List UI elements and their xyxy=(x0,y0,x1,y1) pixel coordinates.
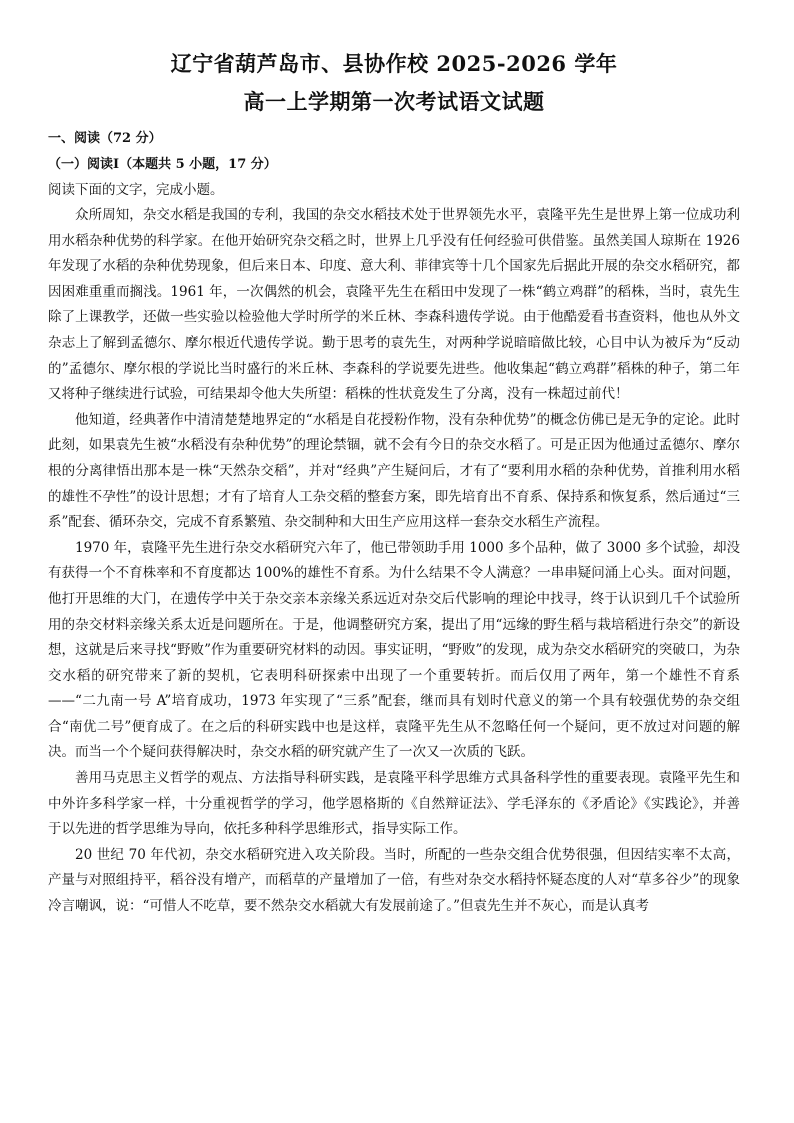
section-heading: 一、阅读（72 分） xyxy=(48,131,162,146)
exam-title-line-2: 高一上学期第一次考试语文试题 xyxy=(243,89,545,114)
passage-paragraph-3: 1970 年，袁隆平先生进行杂交水稻研究六年了，他已带领助手用 1000 多个品种，做了 3000 多个试验，却没有获得一个不育株率和不育度都达 100%的雄性不育系。为什么结果不令人满意？一串串疑问涌上心头。面对问题，他打开思维的大门，在遗传学中关于杂交亲本亲缘关系远近对杂交后代影响的理论中找寻，终于认识到几千个试验所用的杂交材料亲缘关系太近是问题所在。于是，他调整研究方案，提出了用“远缘的野生稻与栽培稻进行杂交”的新设想，这就是后来寻找“野败”作为重要研究材料的动因。事实证明，“野败”的发现，成为杂交水稻研究的突破口，为杂交水稻的研究带来了新的契机，它表明科研探索中出现了一个重要转折。而后仅用了两年，第一个雄性不育系——“二九南一号 A”培育成功，1973 年实现了“三系”配套，继而具有划时代意义的第一个具有较强优势的杂交组合“南优二号”便育成了。在之后的科研实践中也是这样，袁隆平先生从不忽略任何一个疑问，更不放过对问题的解决。而当一个个疑问获得解决时，杂交水稻的研究就产生了一次又一次质的飞跃。 xyxy=(48,539,740,761)
passage-paragraph-4: 善用马克思主义哲学的观点、方法指导科研实践，是袁隆平科学思维方式具备科学性的重要表现。袁隆平先生和中外许多科学家一样，十分重视哲学的学习，他学恩格斯的《自然辩证法》、学毛泽东的《矛盾论》《实践论》，并善于以先进的哲学思维为导向，依托多种科学思维形式，指导实际工作。 xyxy=(48,770,740,838)
passage-paragraph-1: 众所周知，杂交水稻是我国的专利，我国的杂交水稻技术处于世界领先水平，袁隆平先生是世界上第一位成功利用水稻杂种优势的科学家。在他开始研究杂交稻之时，世界上几乎没有任何经验可供借鉴。虽然美国人琼斯在 1926 年发现了水稻的杂种优势现象，但后来日本、印度、意大利、菲律宾等十几个国家先后据此开展的杂交水稻研究，都因困难重重而搁浅。1961 年，一次偶然的机会，袁隆平先生在稻田中发现了一株“鹤立鸡群”的稻株，当时，袁先生除了上课教学，还做一些实验以检验他大学时所学的米丘林、李森科遗传学说。由于他酷爱看书查资料，他也从外文杂志上了解到孟德尔、摩尔根近代遗传学说。勤于思考的袁先生，对两种学说暗暗做比较，心目中认为被斥为“反动的”孟德尔、摩尔根的学说比当时盛行的米丘林、李森科的学说要先进些。他收集起“鹤立鸡群”稻株的种子，第二年又将种子继续进行试验，可结果却令他大失所望：稻株的性状竟发生了分离，没有一株超过前代！ xyxy=(48,207,740,403)
passage-paragraph-5: 20 世纪 70 年代初，杂交水稻研究进入攻关阶段。当时，所配的一些杂交组合优势很强，但因结实率不太高，产量与对照组持平，稻谷没有增产，而稻草的产量增加了一倍，有些对杂交水稻持怀疑态度的人对“草多谷少”的现象冷言嘲讽，说：“可惜人不吃草，要不然杂交水稻就大有发展前途了。”但袁先生并不灰心，而是认真考 xyxy=(48,846,740,915)
exam-title-line-1: 辽宁省葫芦岛市、县协作校 2025-2026 学年 xyxy=(170,51,618,76)
passage-paragraph-2: 他知道，经典著作中清清楚楚地界定的“水稻是自花授粉作物，没有杂种优势”的概念仿佛已是无争的定论。此时此刻，如果袁先生被“水稻没有杂种优势”的理论禁锢，就不会有今日的杂交水稻了。可是正因为他通过孟德尔、摩尔根的分离律悟出那本是一株“天然杂交稻”，并对“经典”产生疑问后，才有了“要利用水稻的杂种优势，首推利用水稻的雄性不孕性”的设计思想；才有了培育人工杂交稻的整套方案，即先培育出不育系、保持系和恢复系，然后通过“三系”配套、循环杂交，完成不育系繁殖、杂交制种和大田生产应用这样一套杂交水稻生产流程。 xyxy=(48,411,740,531)
subsection-heading: （一）阅读Ⅰ（本题共 5 小题，17 分） xyxy=(48,157,277,172)
reading-instruction: 阅读下面的文字，完成小题。 xyxy=(48,182,224,198)
passage xyxy=(48,203,740,920)
